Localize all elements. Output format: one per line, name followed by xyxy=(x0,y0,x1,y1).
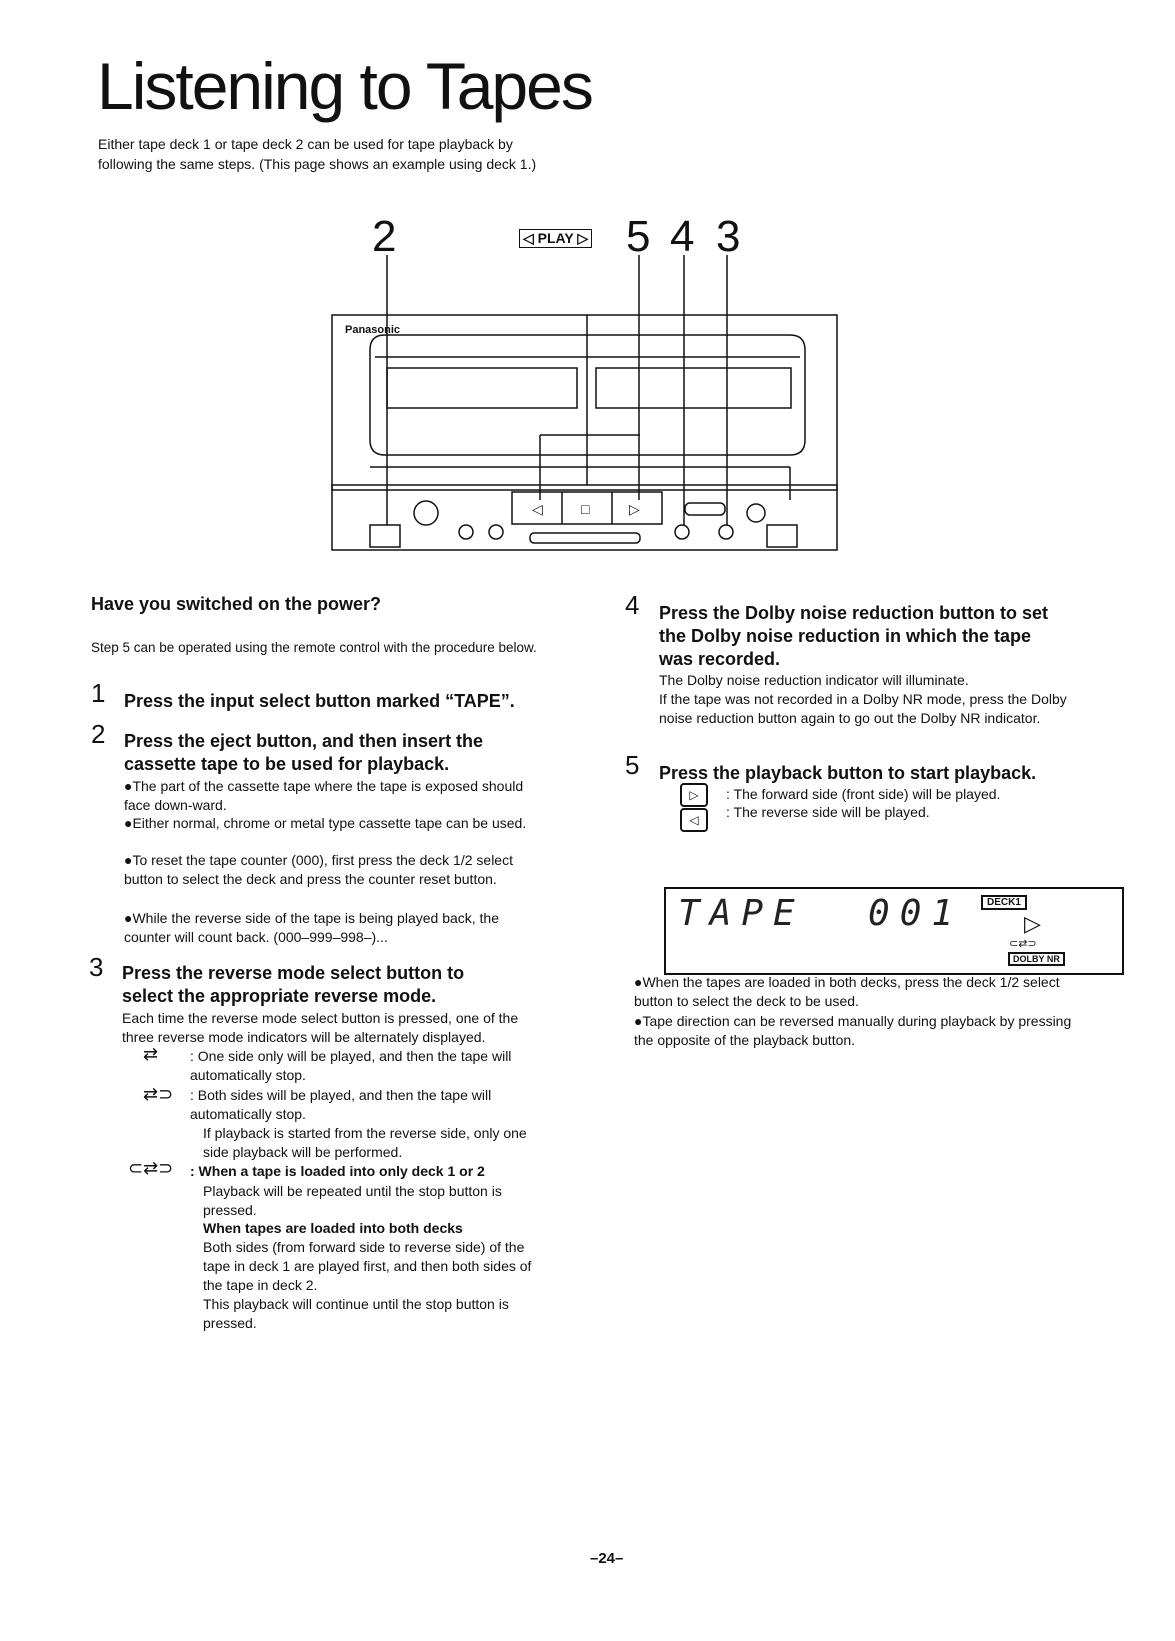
remote-note: Step 5 can be operated using the remote control with the procedure below. xyxy=(91,640,537,655)
tape-deck-illustration xyxy=(320,255,850,570)
callout-5: 5 xyxy=(626,212,651,261)
step-2-title-line1: Press the eject button, and then insert the xyxy=(124,731,484,751)
step-2-bullet: ●The part of the cassette tape where the tape is exposed should face down-ward. xyxy=(124,778,524,813)
dolby-badge: DOLBY NR xyxy=(1008,952,1065,966)
one-side-icon: ⇄ xyxy=(143,1044,159,1065)
step-3-desc: Each time the reverse mode select button is pressed, one of the three reverse mode indicators will be alternately displayed. xyxy=(122,1010,519,1045)
deck-knob xyxy=(414,501,438,525)
page-number: –24– xyxy=(590,1550,624,1567)
mode-3-head-2: When tapes are loaded into both decks xyxy=(203,1220,463,1236)
reverse-mode-button xyxy=(675,525,689,539)
transport-play-icon: ▷ xyxy=(629,501,640,517)
deck-body xyxy=(332,315,837,490)
note-2: ●Tape direction can be reversed manually during playback by pressing the opposite of the playback button. xyxy=(634,1013,1072,1048)
play-label: ◁ PLAY ▷ xyxy=(519,229,592,248)
mode-2-note: If playback is started from the reverse side, only one side playback will be performed. xyxy=(203,1125,527,1160)
page-title: Listening to Tapes xyxy=(97,49,592,123)
lcd-display xyxy=(664,887,1124,975)
step-1-number: 1 xyxy=(91,678,106,708)
step-1-title: Press the input select button marked “TAPE”. xyxy=(124,691,515,711)
step-4-title-line1: Press the Dolby noise reduction button to set xyxy=(659,603,1049,623)
step-2-bullet: ●To reset the tape counter (000), first press the deck 1/2 select button to select the deck and press the counter reset button. xyxy=(124,852,513,887)
step-5-number: 5 xyxy=(625,750,640,780)
mode-3-head-1: : When a tape is loaded into only deck 1 or 2 xyxy=(190,1163,485,1179)
mode-3-text-1: Playback will be repeated until the stop button is pressed. xyxy=(203,1183,502,1218)
repeat-icon: ⊂⇄⊃ xyxy=(128,1158,174,1179)
step-4-title-line3: was recorded. xyxy=(659,649,781,669)
callout-3: 3 xyxy=(716,212,741,261)
step-2-bullet: ●While the reverse side of the tape is being played back, the counter will count back. (000–999–998–)... xyxy=(124,910,500,945)
mode-2-text: : Both sides will be played, and then the tape will automatically stop. xyxy=(190,1087,492,1122)
mode-3-text-2: Both sides (from forward side to reverse side) of the tape in deck 1 are played first, and then both sides of the tape in deck 2. xyxy=(203,1239,532,1293)
deck1-window xyxy=(387,368,577,408)
step-3-title-line1: Press the reverse mode select button to xyxy=(122,963,465,983)
lcd-play-icon: ▷ xyxy=(1024,911,1041,936)
forward-icon: ▷ xyxy=(680,783,708,807)
step-4-number: 4 xyxy=(625,590,640,620)
power-question: Have you switched on the power? xyxy=(91,594,382,614)
transport-stop-icon: □ xyxy=(581,501,590,517)
reverse-text: : The reverse side will be played. xyxy=(726,804,930,820)
step-2-title-line2: cassette tape to be used for playback. xyxy=(124,754,450,774)
mode-3-text-3: This playback will continue until the stop button is pressed. xyxy=(203,1296,509,1331)
step-4-text-2: If the tape was not recorded in a Dolby NR mode, press the Dolby noise reduction button again to go out the Dolby NR indicator. xyxy=(659,691,1067,726)
callout-2: 2 xyxy=(372,212,397,261)
step-2-number: 2 xyxy=(91,719,106,749)
lcd-reverse-icon: ⊂⇄⊃ xyxy=(1009,937,1037,950)
step-5-title: Press the playback button to start playback. xyxy=(659,763,1037,783)
reverse-icon: ◁ xyxy=(680,808,708,832)
deck2-window xyxy=(596,368,791,408)
step-2-bullet: ●Either normal, chrome or metal type cassette tape can be used. xyxy=(124,815,527,831)
transport-reverse-icon: ◁ xyxy=(532,501,543,517)
step-4-text-1: The Dolby noise reduction indicator will illuminate. xyxy=(659,672,969,688)
intro-text: Either tape deck 1 or tape deck 2 can be used for tape playback by following the same steps. (This page shows an example using deck 1.) xyxy=(98,136,537,172)
lcd-readout: TAPE 001 xyxy=(678,893,964,934)
step-3-title-line2: select the appropriate reverse mode. xyxy=(122,986,437,1006)
dolby-button xyxy=(719,525,733,539)
note-1: ●When the tapes are loaded in both decks, press the deck 1/2 select button to select the deck to be used. xyxy=(634,974,1060,1009)
step-4-title-line2: the Dolby noise reduction in which the tape xyxy=(659,626,1032,646)
step-3-number: 3 xyxy=(89,952,104,982)
brand-logo: Panasonic xyxy=(345,324,401,336)
forward-text: : The forward side (front side) will be played. xyxy=(726,786,1001,802)
deck-badge: DECK1 xyxy=(981,895,1027,910)
callout-4: 4 xyxy=(670,212,695,261)
mode-1-text: : One side only will be played, and then the tape will automatically stop. xyxy=(190,1048,512,1083)
both-sides-icon: ⇄⊃ xyxy=(143,1084,174,1105)
